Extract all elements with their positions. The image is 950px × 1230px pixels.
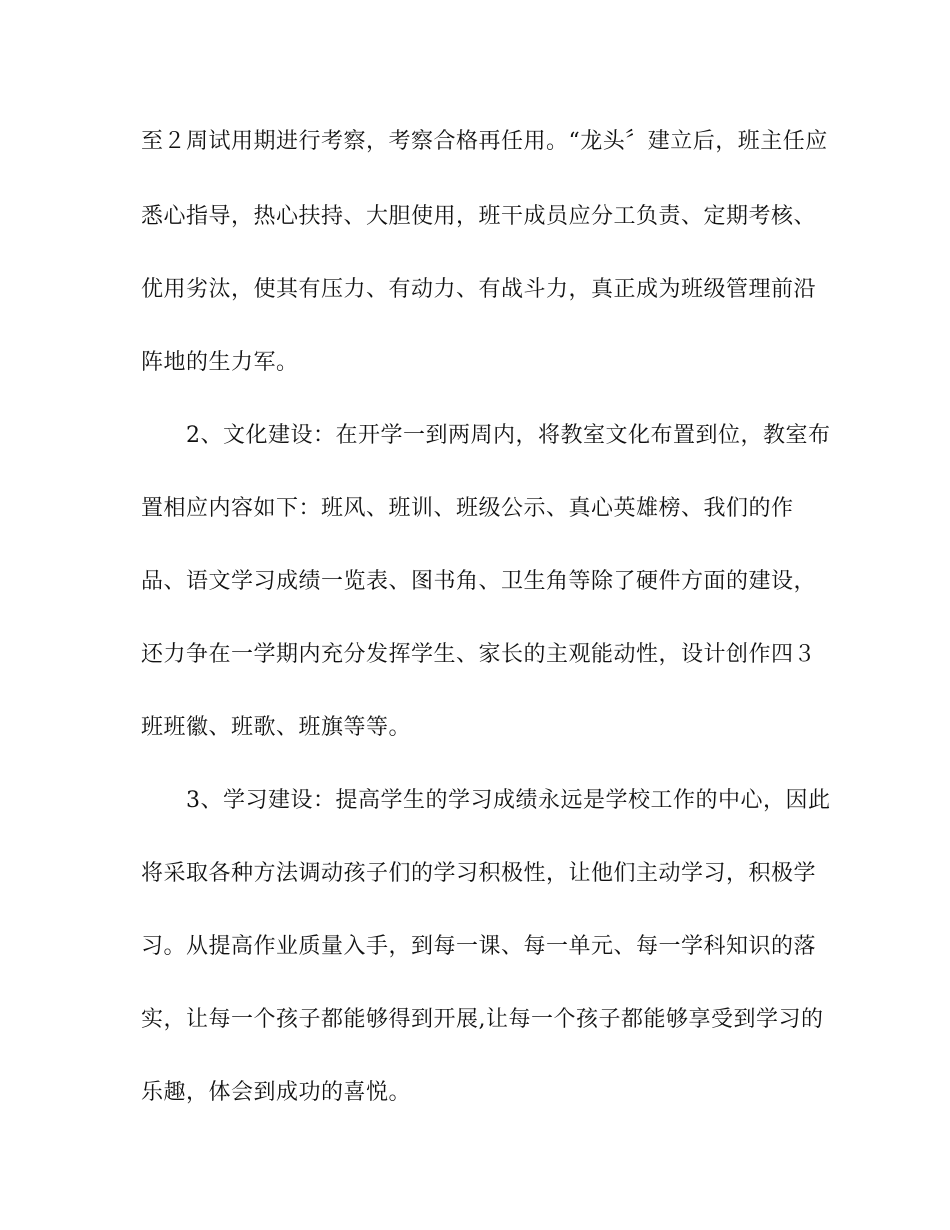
paragraph-line: 乐趣，体会到成功的喜悦。: [141, 1080, 412, 1105]
paragraph-line: 3、学习建设：提高学生的学习成绩永远是学校工作的中心，因此: [186, 788, 831, 813]
paragraph-line: 悉心指导，热心扶持、大胆使用，班干成员应分工负责、定期考核、: [141, 204, 817, 229]
paragraph-line: 还力争在一学期内充分发挥学生、家长的主观能动性，设计创作四３: [141, 642, 817, 667]
paragraph-line: 阵地的生力军。: [141, 350, 299, 375]
paragraph-line: 实，让每一个孩子都能够得到开展,让每一个孩子都能够享受到学习的: [141, 1007, 824, 1032]
paragraph-line: 品、语文学习成绩一览表、图书角、卫生角等除了硬件方面的建设，: [141, 569, 817, 594]
paragraph-line: 将采取各种方法调动孩子们的学习积极性，让他们主动学习，积极学: [141, 861, 817, 886]
paragraph-line: 至２周试用期进行考察，考察合格再任用。“龙头〞建立后，班主任应: [141, 129, 828, 154]
paragraph-line: 优用劣汰，使其有压力、有动力、有战斗力，真正成为班级管理前沿: [141, 277, 817, 302]
paragraph-line: 置相应内容如下：班风、班训、班级公示、真心英雄榜、我们的作: [141, 496, 794, 521]
paragraph-line: 习。从提高作业质量入手，到每一课、每一单元、每一学科知识的落: [141, 934, 817, 959]
paragraph-line: 班班徽、班歌、班旗等等。: [141, 715, 412, 740]
paragraph-line: 2、文化建设：在开学一到两周内，将教室文化布置到位，教室布: [186, 423, 831, 448]
